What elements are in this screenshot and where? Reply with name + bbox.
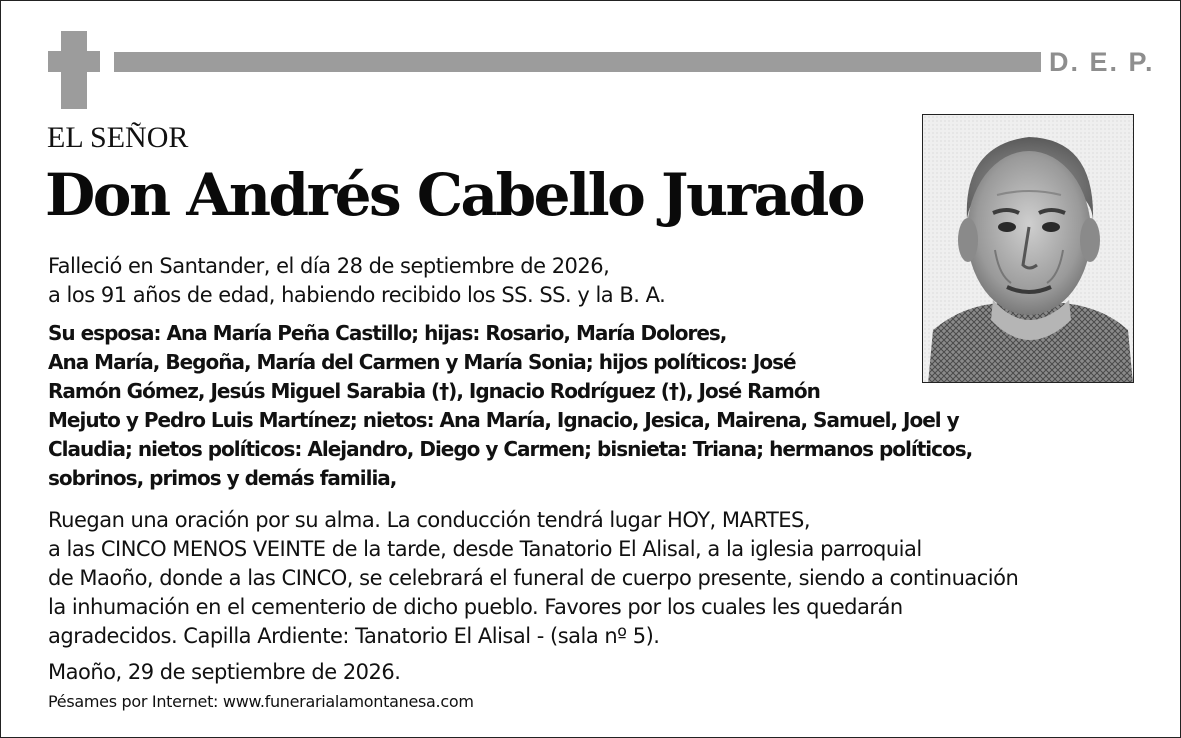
service-line: la inhumación en el cementerio de dicho pueblo. Favores por los cuales les quedarán bbox=[48, 595, 903, 619]
header-rule bbox=[114, 52, 1041, 72]
service-line: de Maoño, donde a las CINCO, se celebrará el funeral de cuerpo presente, siendo a continuación bbox=[48, 566, 1019, 590]
family-line: sobrinos, primos y demás familia, bbox=[48, 466, 397, 490]
service-details bbox=[48, 506, 1018, 651]
family-members bbox=[48, 319, 972, 493]
service-line: Ruegan una oración por su alma. La conducción tendrá lugar HOY, MARTES, bbox=[48, 508, 811, 532]
family-line: Su esposa: Ana María Peña Castillo; hijas: Rosario, María Dolores, bbox=[48, 321, 727, 345]
family-line: Ana María, Begoña, María del Carmen y María Sonia; hijos políticos: José bbox=[48, 350, 796, 374]
place-and-date bbox=[48, 658, 400, 687]
death-info-line: a los 91 años de edad, habiendo recibido los SS. SS. y la B. A. bbox=[48, 283, 666, 307]
place-date-line: Maoño, 29 de septiembre de 2026. bbox=[48, 660, 401, 684]
death-info-line: Falleció en Santander, el día 28 de septiembre de 2026, bbox=[48, 254, 610, 278]
death-info bbox=[48, 252, 665, 310]
family-line: Claudia; nietos políticos: Alejandro, Diego y Carmen; bisnieta: Triana; hermanos políticos, bbox=[48, 437, 973, 461]
family-line: Mejuto y Pedro Luis Martínez; nietos: Ana María, Ignacio, Jesica, Mairena, Samuel, Joel y bbox=[48, 408, 959, 432]
deceased-name: Don Andrés Cabello Jurado bbox=[45, 161, 864, 229]
family-line: Ramón Gómez, Jesús Miguel Sarabia (†), Ignacio Rodríguez (†), José Ramón bbox=[48, 379, 820, 403]
dep-label: D. E. P. bbox=[1049, 47, 1155, 77]
intro-title: EL SEÑOR bbox=[47, 121, 189, 154]
condolences-line: Pésames por Internet: www.funerarialamontanesa.com bbox=[48, 692, 474, 711]
cross-icon-horizontal bbox=[48, 51, 100, 72]
service-line: agradecidos. Capilla Ardiente: Tanatorio El Alisal - (sala nº 5). bbox=[48, 624, 660, 648]
online-condolences bbox=[48, 691, 474, 713]
service-line: a las CINCO MENOS VEINTE de la tarde, desde Tanatorio El Alisal, a la iglesia parroquial bbox=[48, 537, 922, 561]
